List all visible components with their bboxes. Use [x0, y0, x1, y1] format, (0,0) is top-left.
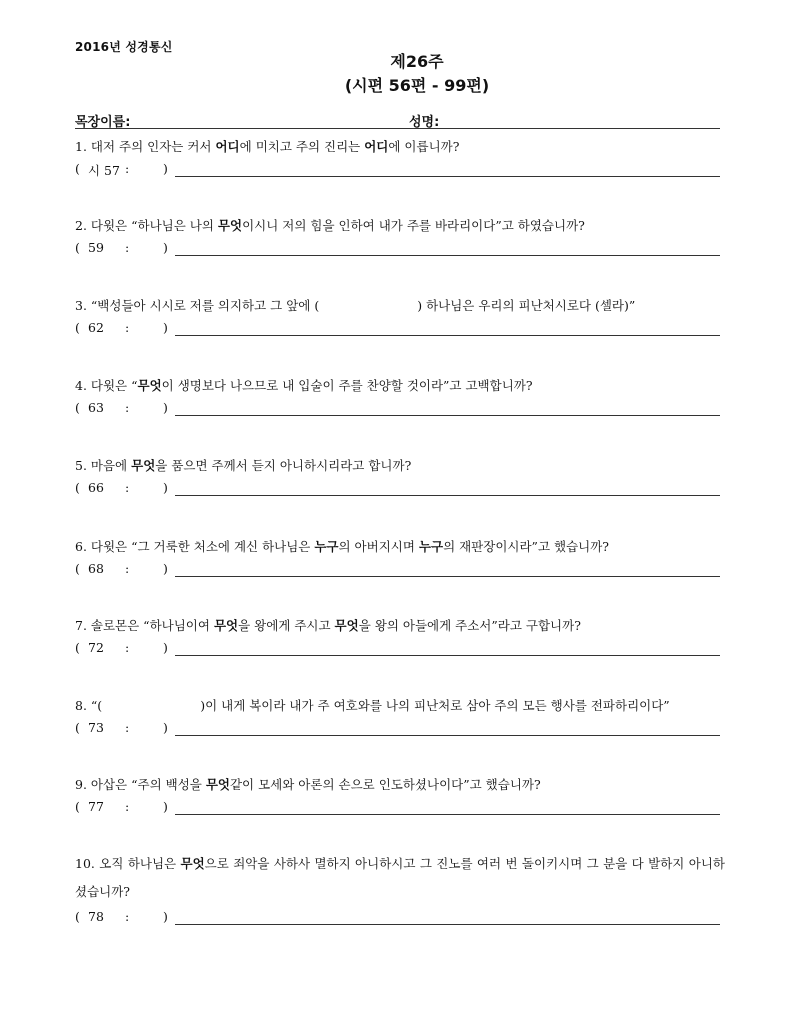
- question-text: 4. 다윗은 “무엇이 생명보다 나으므로 내 입술이 주를 찬양할 것이라”고 고백합니까?: [75, 378, 533, 393]
- parish-name-label: 목장이름:: [75, 115, 131, 130]
- question-4: [75, 374, 725, 421]
- answer-row: ( 시 57 : ): [75, 158, 725, 182]
- answer-line[interactable]: [175, 415, 720, 416]
- question-text: 5. 마음에 무엇을 품으면 주께서 듣지 아니하시리라고 합니까?: [75, 458, 412, 473]
- question-text: 3. “백성들아 시시로 저를 의지하고 그 앞에 ( ) 하나님은 우리의 피난처시로다 (셀라)”: [75, 298, 636, 313]
- question-5: [75, 454, 725, 501]
- question-text: 1. 대저 주의 인자는 커서 어디에 미치고 주의 진리는 어디에 이릅니까?: [75, 139, 460, 154]
- answer-row: ( 59 : ): [75, 237, 725, 261]
- week-title: 제26주: [390, 52, 444, 71]
- answer-line[interactable]: [175, 176, 720, 177]
- student-name-label: 성명:: [409, 115, 440, 130]
- answer-row: ( 78 : ): [75, 906, 725, 930]
- answer-line[interactable]: [175, 814, 720, 815]
- title-block: [0, 50, 794, 98]
- question-text: 2. 다윗은 “하나님은 나의 무엇이시니 저의 힘을 인하여 내가 주를 바라리이다”고 하였습니까?: [75, 218, 585, 233]
- question-6: [75, 535, 725, 582]
- answer-row: ( 63 : ): [75, 397, 725, 421]
- question-9: [75, 773, 725, 820]
- question-7: [75, 614, 725, 661]
- question-2: [75, 214, 725, 261]
- question-text: 7. 솔로몬은 “하나님이여 무엇을 왕에게 주시고 무엇을 왕의 아들에게 주소서”라고 구합니까?: [75, 618, 581, 633]
- answer-line[interactable]: [175, 735, 720, 736]
- answer-row: ( 66 : ): [75, 477, 725, 501]
- answer-row: ( 62 : ): [75, 317, 725, 341]
- answer-line[interactable]: [175, 495, 720, 496]
- answer-row: ( 77 : ): [75, 796, 725, 820]
- answer-line[interactable]: [175, 335, 720, 336]
- answer-line[interactable]: [175, 924, 720, 925]
- question-text: 10. 오직 하나님은 무엇으로 죄악을 사하사 멸하지 아니하시고 그 진노를 여러 번 돌이키시며 그 분을 다 발하지 아니하셨습니까?: [75, 856, 725, 899]
- answer-row: ( 72 : ): [75, 637, 725, 661]
- question-1: [75, 135, 725, 182]
- question-text: 8. “( )이 내게 복이라 내가 주 여호와를 나의 피난처로 삼아 주의 모든 행사를 전파하리이다”: [75, 698, 670, 713]
- question-3: [75, 294, 725, 341]
- range-subtitle: (시편 56편 - 99편): [344, 76, 490, 95]
- answer-row: ( 73 : ): [75, 717, 725, 741]
- answer-line[interactable]: [175, 655, 720, 656]
- answer-line[interactable]: [175, 576, 720, 577]
- question-10: [75, 850, 725, 930]
- question-8: [75, 694, 725, 741]
- question-text: 6. 다윗은 “그 거룩한 처소에 계신 하나님은 누구의 아버지시며 누구의 재판장이시라”고 했습니까?: [75, 539, 610, 554]
- header-org: 2016년 성경통신: [75, 40, 173, 54]
- question-text: 9. 아삽은 “주의 백성을 무엇같이 모세와 아론의 손으로 인도하셨나이다”고 했습니까?: [75, 777, 541, 792]
- answer-row: ( 68 : ): [75, 558, 725, 582]
- info-row: [75, 108, 720, 129]
- answer-line[interactable]: [175, 255, 720, 256]
